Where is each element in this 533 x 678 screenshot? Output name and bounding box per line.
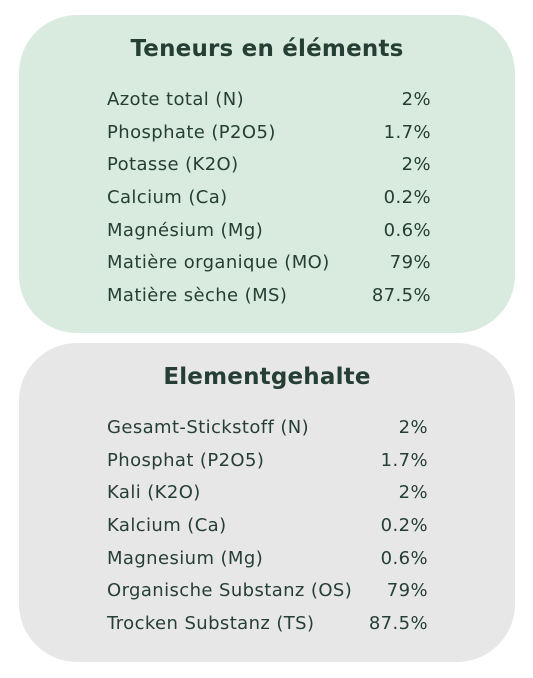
nutrient-row [107, 580, 428, 613]
nutrient-value: 79% [389, 252, 431, 274]
nutrient-label: Magnésium (Mg) [107, 219, 264, 241]
nutrient-row [107, 450, 428, 483]
nutrient-value: 0.6% [383, 219, 431, 241]
nutrient-row [107, 515, 428, 548]
nutrient-value: 2% [401, 89, 431, 110]
nutrient-value: 0.2% [383, 187, 431, 209]
nutrient-row [107, 89, 431, 122]
nutrient-card-french [19, 15, 515, 333]
nutrient-row [107, 220, 431, 253]
nutrient-row [107, 548, 428, 581]
nutrient-label: Trocken Substanz (TS) [107, 613, 315, 635]
nutrient-value: 0.2% [380, 515, 428, 537]
nutrient-value: 87.5% [371, 285, 431, 307]
nutrient-label: Kalcium (Ca) [107, 515, 227, 537]
nutrient-label: Potasse (K2O) [107, 154, 239, 176]
nutrient-label: Calcium (Ca) [107, 187, 228, 209]
nutrient-list [107, 89, 431, 318]
nutrient-label: Phosphat (P2O5) [107, 449, 265, 471]
nutrient-value: 87.5% [368, 613, 428, 635]
nutrient-row [107, 417, 428, 450]
nutrient-card-german [19, 343, 515, 662]
nutrient-value: 79% [386, 580, 428, 602]
nutrient-label: Organische Substanz (OS) [107, 580, 353, 602]
nutrient-label: Matière sèche (MS) [107, 285, 288, 307]
nutrient-list [107, 417, 428, 646]
nutrient-row [107, 154, 431, 187]
nutrient-value: 0.6% [380, 547, 428, 569]
nutrient-value: 2% [398, 482, 428, 504]
nutrient-label: Gesamt-Stickstoff (N) [107, 417, 310, 438]
nutrient-label: Kali (K2O) [107, 482, 201, 504]
nutrient-value: 1.7% [380, 449, 428, 471]
nutrient-row [107, 122, 431, 155]
nutrient-value: 1.7% [383, 121, 431, 143]
nutrient-row [107, 285, 431, 318]
nutrient-row [107, 252, 431, 285]
nutrient-label: Phosphate (P2O5) [107, 121, 276, 143]
nutrient-label: Magnesium (Mg) [107, 547, 264, 569]
nutrient-row [107, 187, 431, 220]
card-title: Elementgehalte [163, 364, 371, 390]
nutrient-value: 2% [401, 154, 431, 176]
nutrient-row [107, 482, 428, 515]
nutrient-label: Matière organique (MO) [107, 252, 330, 274]
nutrient-label: Azote total (N) [107, 89, 245, 110]
card-title: Teneurs en éléments [130, 36, 404, 62]
nutrient-row [107, 613, 428, 646]
nutrient-value: 2% [398, 417, 428, 438]
